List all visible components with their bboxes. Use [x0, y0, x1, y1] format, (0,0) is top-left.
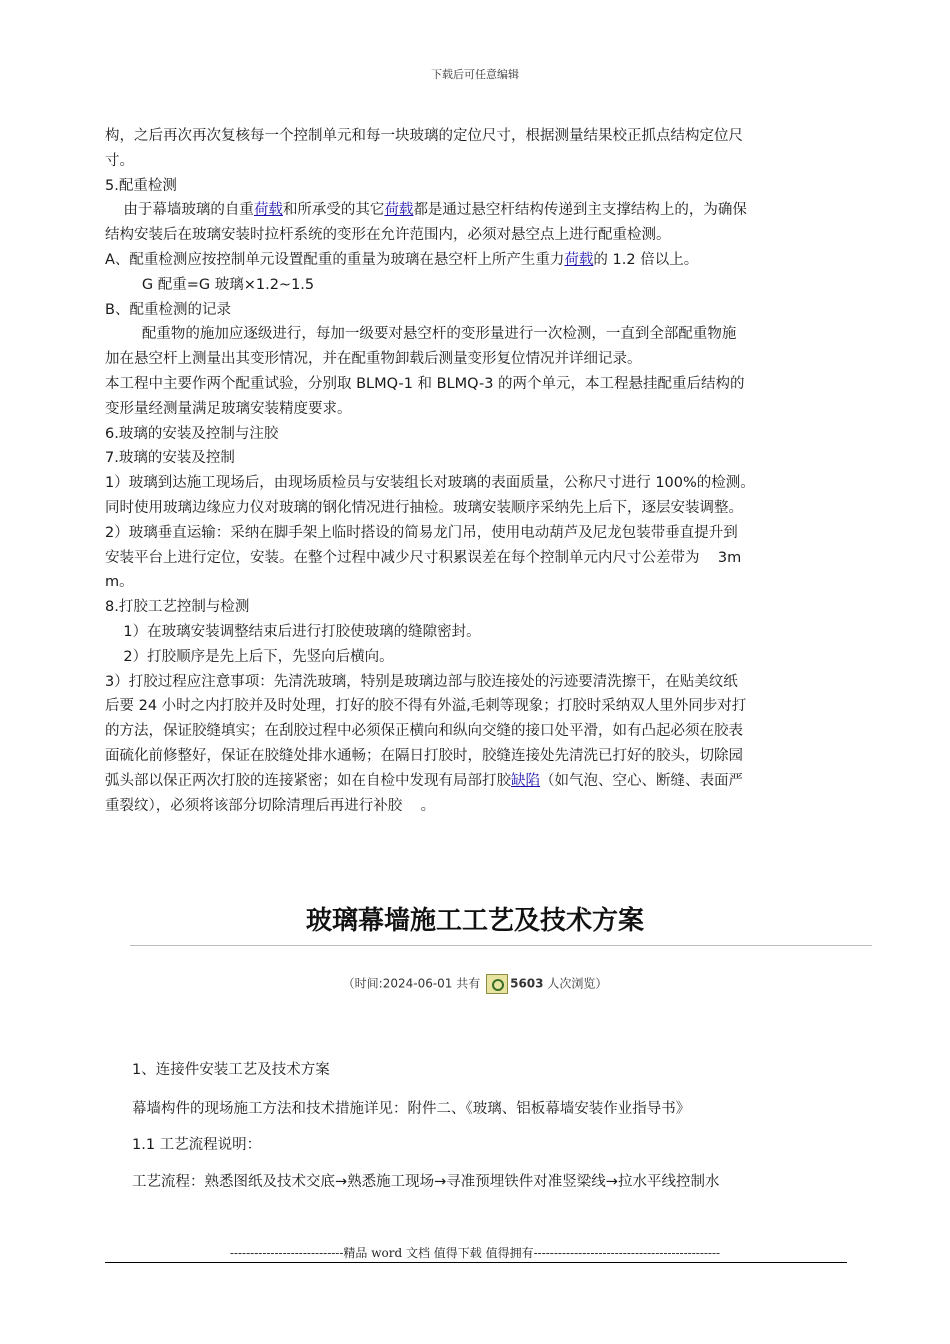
text-line: 安装平台上进行定位，安装。在整个过程中减少尺寸积累误差在每个控制单元内尺寸公差带为 3m: [105, 549, 742, 566]
text-line: 寸。: [105, 152, 134, 169]
text-line: A、配重检测应按控制单元设置配重的重量为玻璃在悬空杆上所产生重力荷载的 1.2 倍以上。: [105, 251, 699, 268]
text-line: 同时使用玻璃边缘应力仪对玻璃的钢化情况进行抽检。玻璃安装顺序采纳先上后下，逐层安装调整。: [105, 499, 743, 516]
text-line: 加在悬空杆上测量出其变形情况，并在配重物卸载后测量变形复位情况并详细记录。: [105, 351, 642, 368]
text-line: 本工程中主要作两个配重试验，分别取 BLMQ-1 和 BLMQ-3 的两个单元，本工程悬挂配重后结构的: [105, 375, 745, 392]
section-paragraph: 工艺流程：熟悉图纸及技术交底→熟悉施工现场→寻准预埋铁件对准竖梁线→拉水平线控制水: [132, 1174, 720, 1190]
text-line: 变形量经测量满足玻璃安装精度要求。: [105, 400, 352, 417]
footer-divider: [105, 1262, 847, 1263]
page-header: 下载后可任意编辑: [431, 68, 519, 81]
link[interactable]: 荷载: [564, 251, 594, 268]
text-line: 5.配重检测: [105, 177, 177, 194]
meta-mid: 共有: [452, 976, 485, 991]
body-text: [105, 124, 850, 818]
text-line: 1）玻璃到达施工现场后，由现场质检员与安装组长对玻璃的表面质量，公称尺寸进行 100%的检测。: [105, 475, 755, 492]
text-line: 后要 24 小时之内打胶并及时处理，打好的胶不得有外溢,毛刺等现象；打胶时采纳双人里外同步对打: [105, 698, 747, 715]
section-heading: 1、连接件安装工艺及技术方案: [132, 1062, 330, 1078]
title-divider: [130, 945, 872, 946]
text-line: 2）打胶顺序是先上后下，先竖向后横向。: [105, 648, 394, 665]
article-meta: [0, 974, 950, 994]
text-line: 7.玻璃的安装及控制: [105, 450, 235, 467]
text-line: 3）打胶过程应注意事项：先清洗玻璃，特别是玻璃边部与胶连接处的污迹要清洗擦干，在贴美纹纸: [105, 673, 738, 690]
text-line: G 配重=G 玻璃×1.2~1.5: [105, 276, 315, 293]
text-line: 1）在玻璃安装调整结束后进行打胶使玻璃的缝隙密封。: [105, 623, 481, 640]
link[interactable]: 荷载: [253, 202, 283, 219]
text-line: 面硫化前修整好，保证在胶缝处排水通畅；在隔日打胶时，胶缝连接处先清洗已打好的胶头，切除园: [105, 747, 743, 764]
text-line: 6.玻璃的安装及控制与注胶: [105, 425, 279, 442]
meta-suffix: 人次浏览）: [543, 976, 608, 991]
section-subheading: 1.1 工艺流程说明：: [132, 1137, 262, 1153]
text-line: 2）玻璃垂直运输：采纳在脚手架上临时搭设的简易龙门吊，使用电动葫芦及尼龙包装带垂直提升到: [105, 524, 738, 541]
text-line: 构，之后再次再次复核每一个控制单元和每一块玻璃的定位尺寸，根据测量结果校正抓点结构定位尺: [105, 128, 743, 144]
article-title: 玻璃幕墙施工工艺及技术方案: [305, 906, 644, 936]
view-count: 5603: [510, 976, 544, 991]
text-line: 配重物的施加应逐级进行，每加一级要对悬空杆的变形量进行一次检测，一直到全部配重物施: [105, 326, 737, 343]
section-paragraph: 幕墙构件的现场施工方法和技术措施详见：附件二、《玻璃、铝板幕墙安装作业指导书》: [132, 1101, 691, 1117]
text-line: B、配重检测的记录: [105, 301, 231, 318]
page-footer: ----------------------------精品 word 文档 值得下载 值得拥有----------------------------------------------: [229, 1246, 721, 1260]
text-line: 8.打胶工艺控制与检测: [105, 599, 250, 616]
text-line: m。: [105, 574, 134, 591]
text-line: 结构安装后在玻璃安装时拉杆系统的变形在允许范围内，必须对悬空点上进行配重检测。: [105, 227, 671, 244]
eye-icon: [486, 974, 508, 994]
link[interactable]: 荷载: [384, 202, 414, 219]
link[interactable]: 缺陷: [511, 772, 540, 789]
meta-prefix: （时间:: [342, 976, 383, 991]
text-line: 由于幕墙玻璃的自重荷载和所承受的其它荷载都是通过悬空杆结构传递到主支撑结构上的，为确保: [105, 202, 747, 219]
text-line: 弧头部以保正两次打胶的连接紧密；如在自检中发现有局部打胶缺陷（如气泡、空心、断缝、表面严: [105, 772, 743, 789]
text-line: 的方法，保证胶缝填实；在刮胶过程中必须保正横向和纵向交缝的接口处平滑，如有凸起必须在胶表: [105, 723, 743, 740]
text-line: 重裂纹），必须将该部分切除清理后再进行补胶 。: [105, 797, 436, 814]
meta-date: 2024-06-01: [382, 976, 453, 991]
